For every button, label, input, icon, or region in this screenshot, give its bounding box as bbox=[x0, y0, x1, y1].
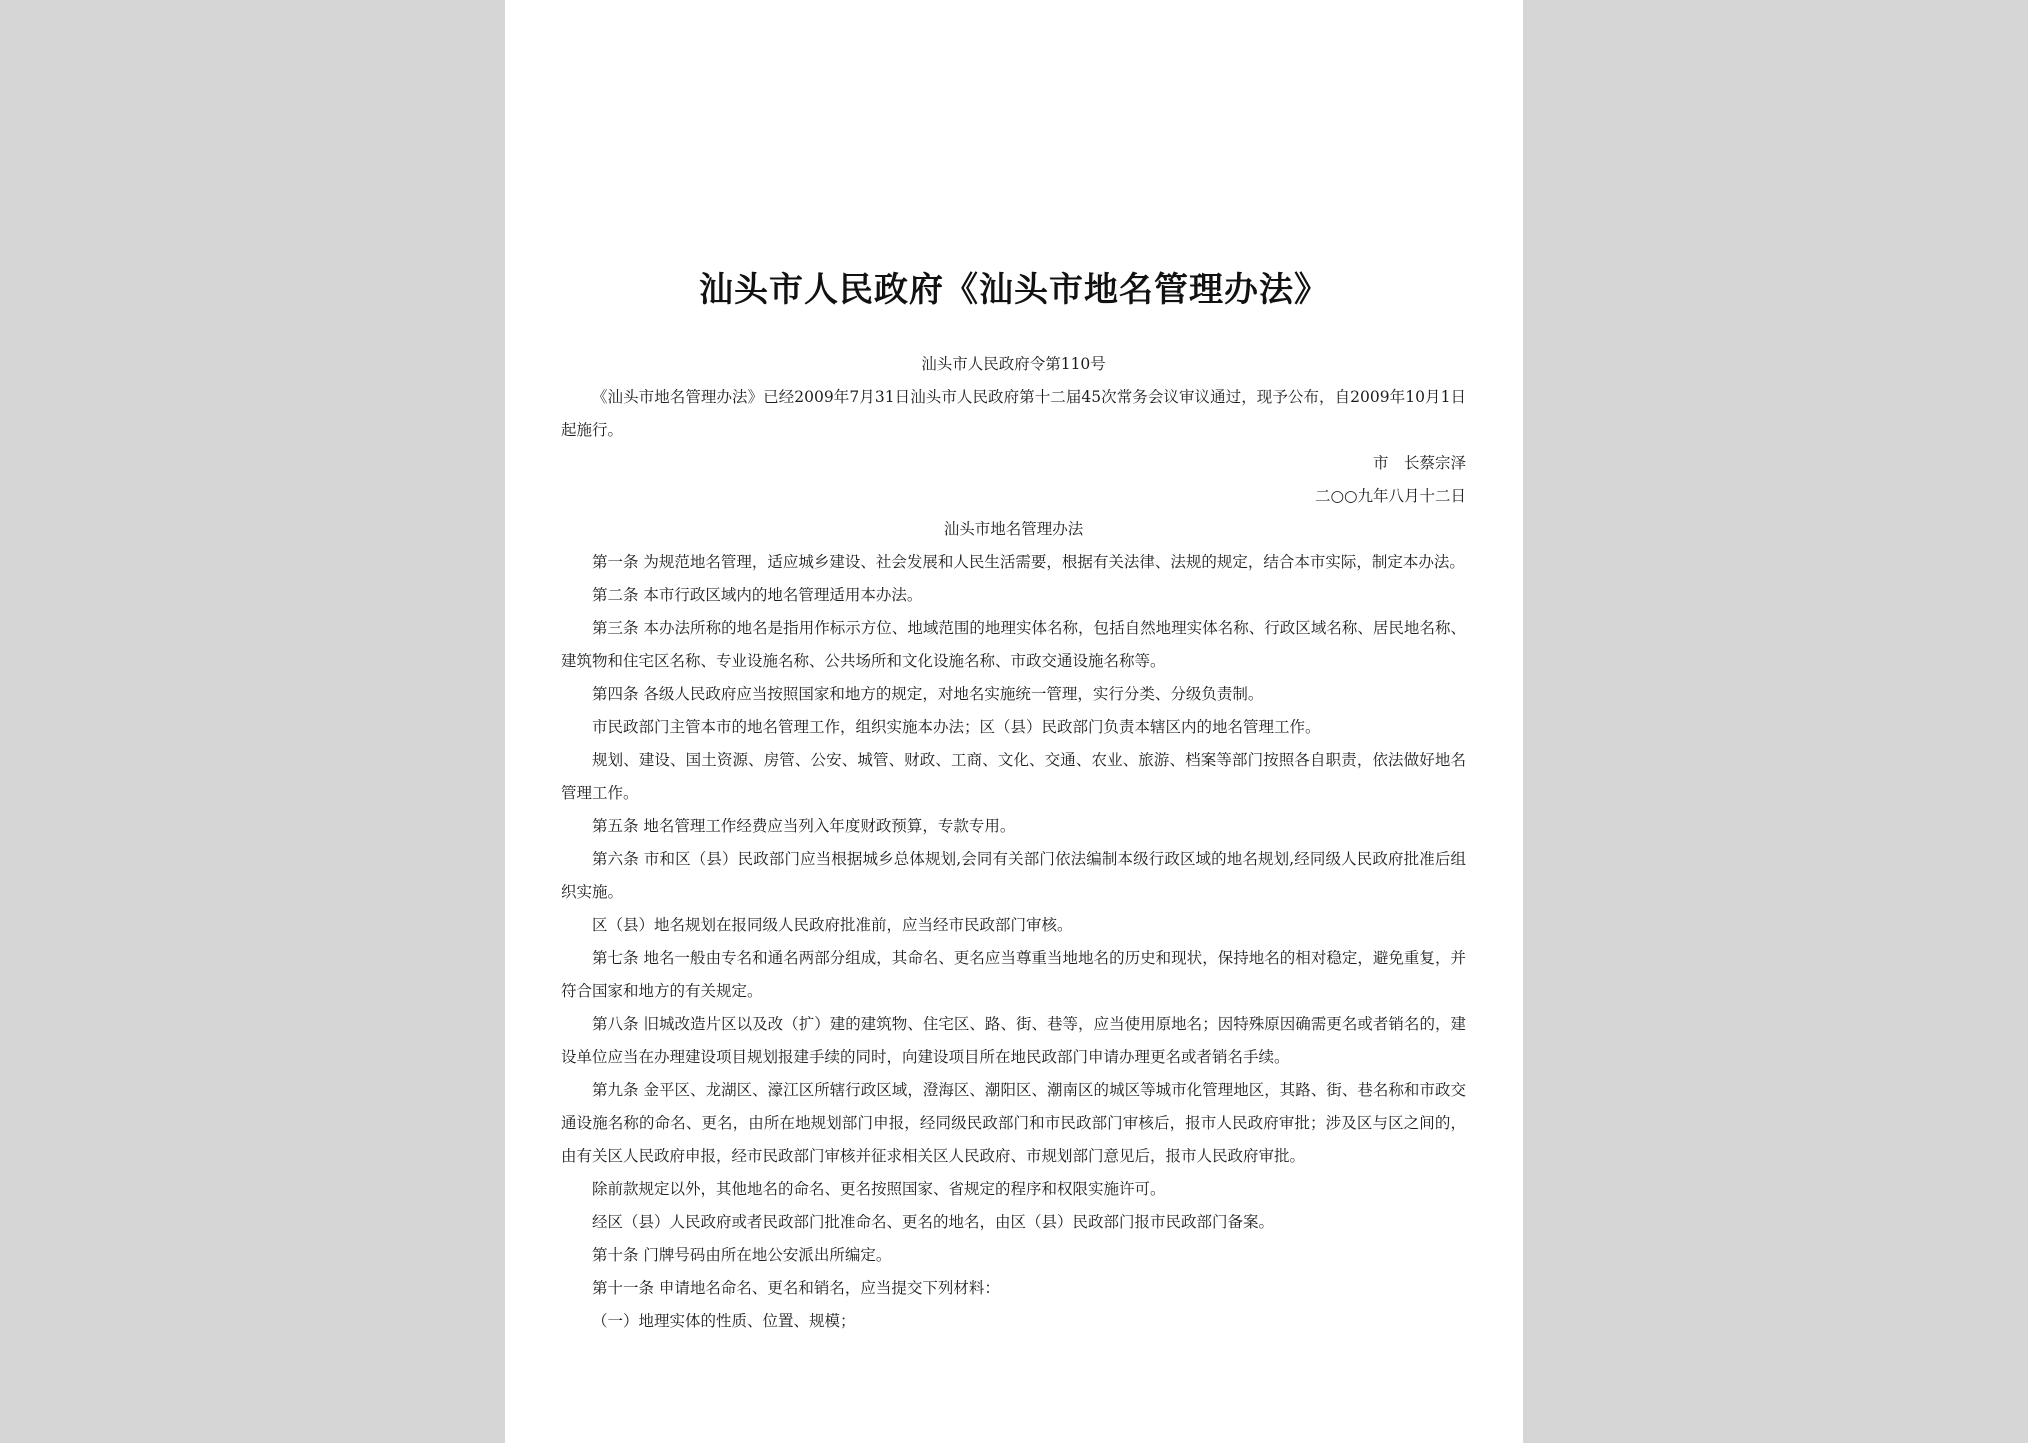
article-4-para-2: 市民政部门主管本市的地名管理工作，组织实施本办法；区（县）民政部门负责本辖区内的地名管理工作。 bbox=[592, 718, 1321, 736]
article-9: 第九条 金平区、龙湖区、濠江区所辖行政区域，澄海区、潮阳区、潮南区的城区等城市化管理地区，其路、街、巷名称和市政交通设施名称的命名、更名，由所在地规划部门申报，经同级民政部门和市民政部门审核后，报市人民政府审批；涉及区与区之间的，由有关区人民政府申报，经市民政部门审核并征求相关区人民政府、市规划部门意见后，报市人民政府审批。 bbox=[561, 1081, 1466, 1165]
document-title: 汕头市人民政府《汕头市地名管理办法》 bbox=[699, 270, 1329, 310]
article-4: 第四条 各级人民政府应当按照国家和地方的规定，对地名实施统一管理，实行分类、分级负责制。 bbox=[592, 685, 1264, 703]
document-body bbox=[561, 348, 1466, 1338]
signature: 市 长蔡宗泽 bbox=[1372, 454, 1466, 472]
article-9-para-2: 除前款规定以外，其他地名的命名、更名按照国家、省规定的程序和权限实施许可。 bbox=[592, 1180, 1166, 1198]
article-3: 第三条 本办法所称的地名是指用作标示方位、地域范围的地理实体名称，包括自然地理实体名称、行政区域名称、居民地名称、建筑物和住宅区名称、专业设施名称、公共场所和文化设施名称、市政交通设施名称等。 bbox=[561, 619, 1466, 670]
preamble: 《汕头市地名管理办法》已经2009年7月31日汕头市人民政府第十二届45次常务会议审议通过，现予公布，自2009年10月1日起施行。 bbox=[561, 388, 1466, 439]
article-7: 第七条 地名一般由专名和通名两部分组成，其命名、更名应当尊重当地地名的历史和现状，保持地名的相对稳定，避免重复，并符合国家和地方的有关规定。 bbox=[561, 949, 1466, 1000]
article-10: 第十条 门牌号码由所在地公安派出所编定。 bbox=[592, 1246, 892, 1264]
article-11-item-1: （一）地理实体的性质、位置、规模； bbox=[592, 1312, 856, 1330]
article-6: 第六条 市和区（县）民政部门应当根据城乡总体规划,会同有关部门依法编制本级行政区域的地名规划,经同级人民政府批准后组织实施。 bbox=[561, 850, 1466, 901]
article-4-para-3: 规划、建设、国土资源、房管、公安、城管、财政、工商、文化、交通、农业、旅游、档案等部门按照各自职责，依法做好地名管理工作。 bbox=[561, 751, 1466, 802]
order-number: 汕头市人民政府令第110号 bbox=[921, 355, 1106, 373]
article-9-para-3: 经区（县）人民政府或者民政部门批准命名、更名的地名，由区（县）民政部门报市民政部门备案。 bbox=[592, 1213, 1275, 1231]
measures-subtitle: 汕头市地名管理办法 bbox=[943, 520, 1084, 538]
article-8: 第八条 旧城改造片区以及改（扩）建的建筑物、住宅区、路、街、巷等，应当使用原地名；因特殊原因确需更名或者销名的，建设单位应当在办理建设项目规划报建手续的同时，向建设项目所在地民政部门申请办理更名或者销名手续。 bbox=[561, 1015, 1466, 1066]
document-page bbox=[505, 0, 1523, 1443]
article-5: 第五条 地名管理工作经费应当列入年度财政预算，专款专用。 bbox=[592, 817, 1016, 835]
article-6-para-2: 区（县）地名规划在报同级人民政府批准前，应当经市民政部门审核。 bbox=[592, 916, 1073, 934]
article-11: 第十一条 申请地名命名、更名和销名，应当提交下列材料： bbox=[592, 1279, 1000, 1297]
article-1: 第一条 为规范地名管理，适应城乡建设、社会发展和人民生活需要，根据有关法律、法规的规定，结合本市实际，制定本办法。 bbox=[592, 553, 1465, 571]
article-2: 第二条 本市行政区域内的地名管理适用本办法。 bbox=[592, 586, 923, 604]
issue-date: 二○○九年八月十二日 bbox=[1314, 487, 1466, 505]
